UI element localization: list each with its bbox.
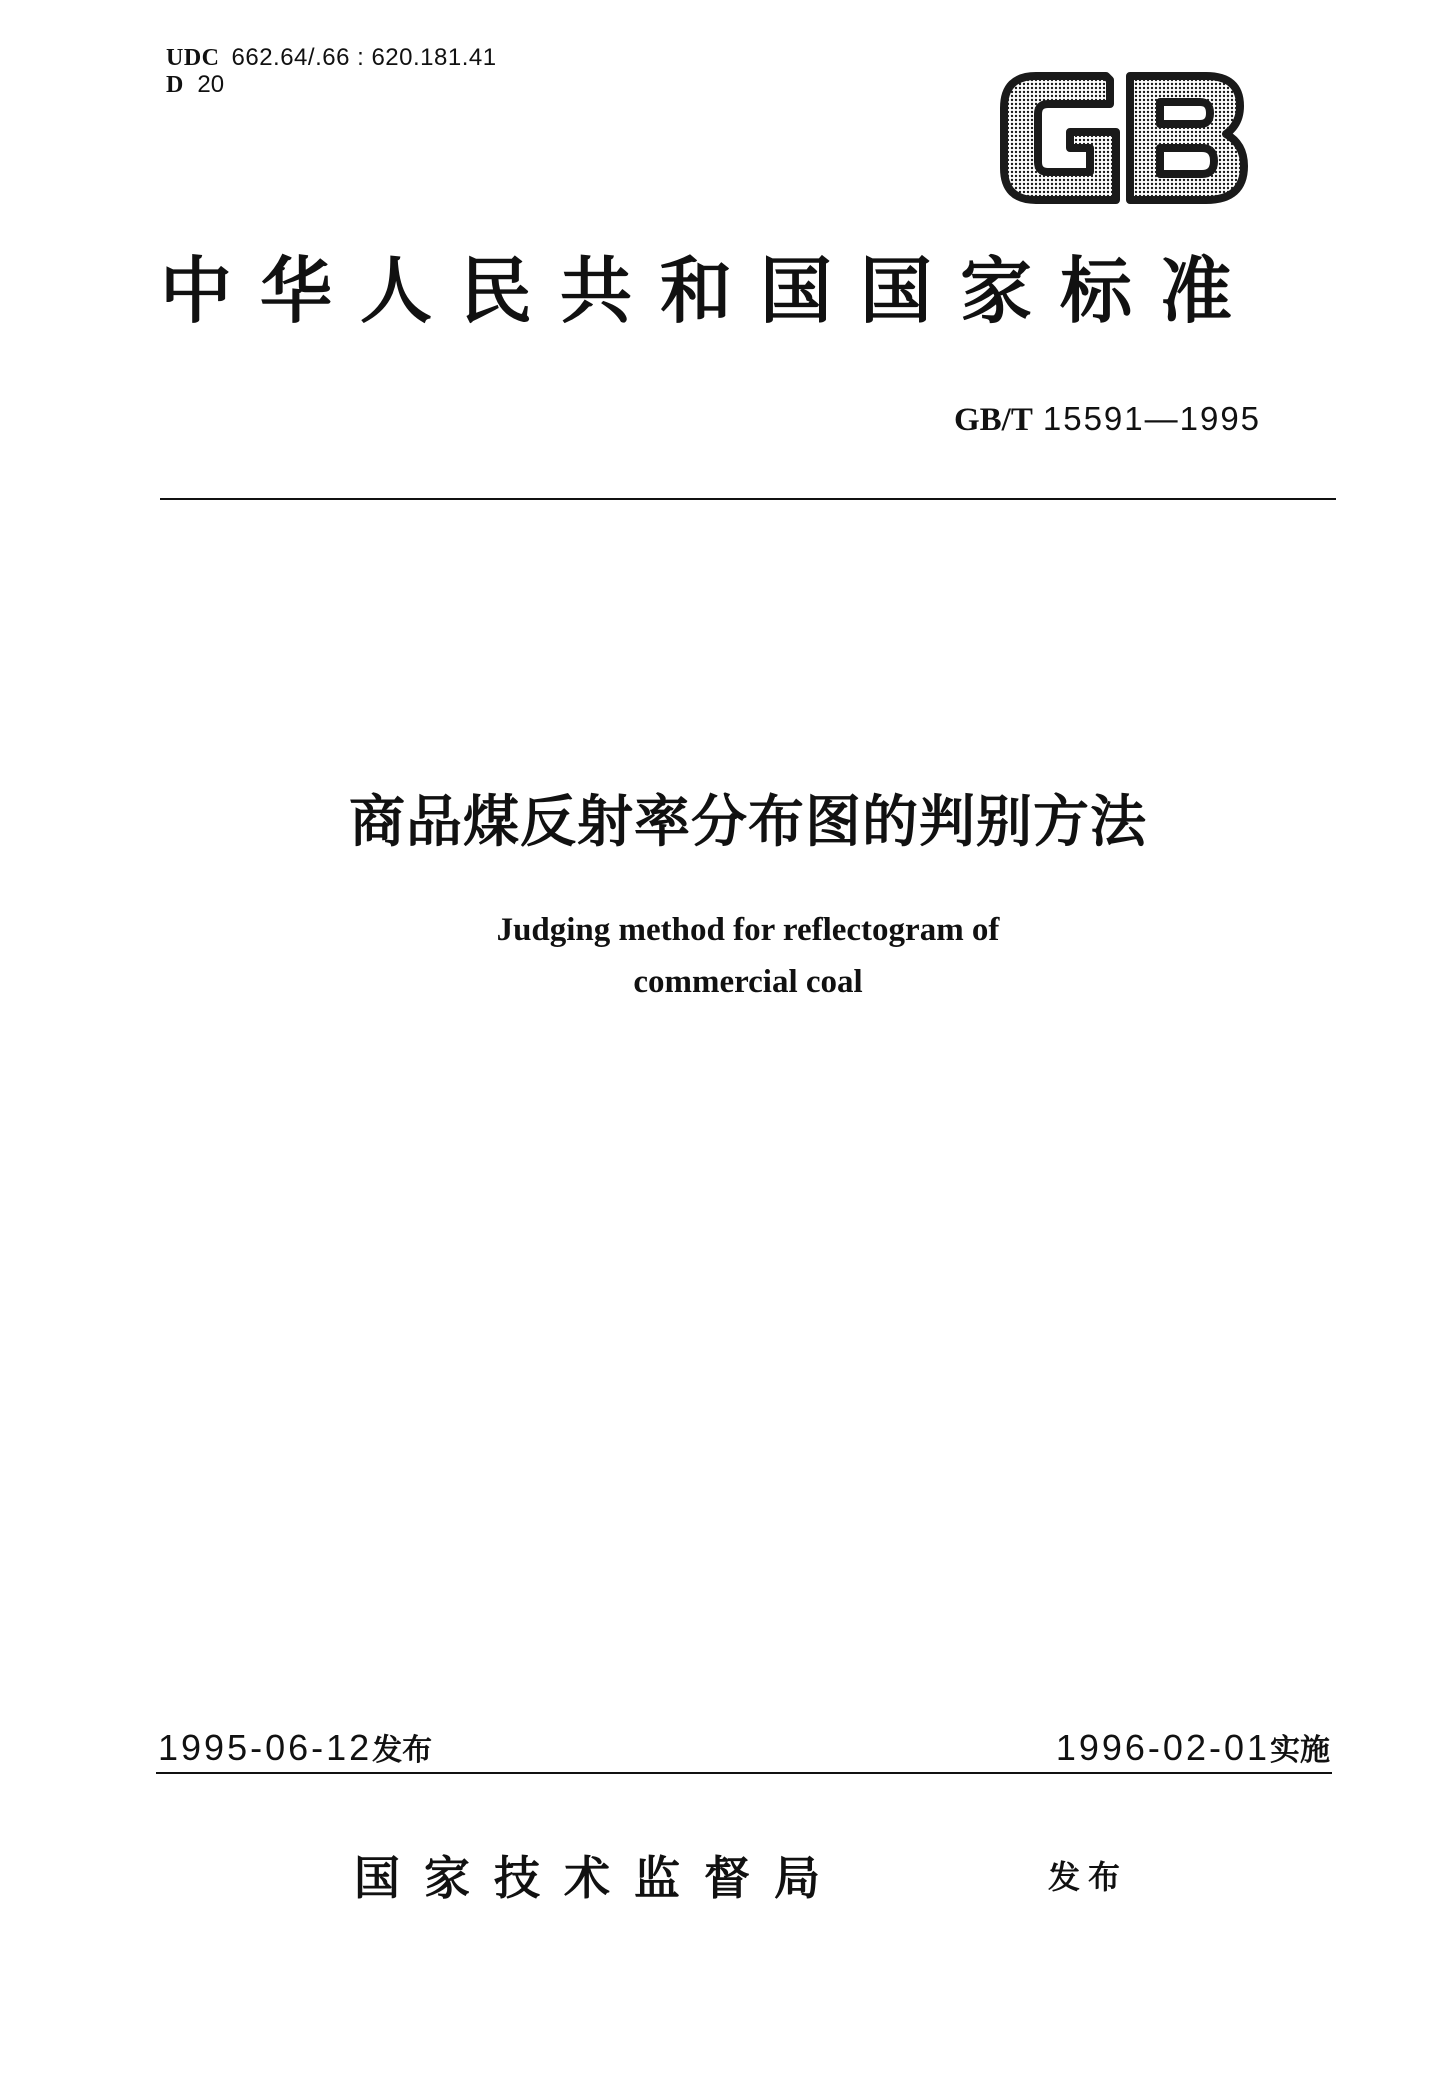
effective-date-suffix: 实施: [1270, 1733, 1330, 1768]
header-divider: [160, 498, 1336, 500]
publish-label: 发布: [1048, 1858, 1129, 1896]
effective-date: [1056, 1725, 1330, 1769]
issue-date-suffix: 发布: [372, 1733, 433, 1768]
issue-date: [158, 1725, 432, 1769]
national-standard-title: 中华人民共和国国家标准: [160, 248, 1261, 333]
document-title-en: [160, 904, 1336, 1008]
publisher-name: 国家技术监督局: [354, 1851, 844, 1905]
udc-label: UDC: [166, 45, 220, 71]
issue-date-value: 1995-06-12: [158, 1727, 373, 1768]
udc-classification: [166, 44, 497, 72]
d-classification: [166, 71, 224, 99]
udc-value: 662.64/.66 : 620.181.41: [231, 44, 497, 71]
standard-number-value: 15591—1995: [1042, 400, 1262, 437]
document-title-en-line2: commercial coal: [633, 964, 863, 1000]
footer-divider: [156, 1772, 1332, 1774]
gb-logo-b-letter: [1130, 76, 1244, 200]
gb-logo: [990, 62, 1254, 212]
d-value: 20: [197, 71, 225, 98]
standard-number-prefix: GB/T: [954, 402, 1033, 438]
gb-logo-g-letter: [1004, 76, 1116, 200]
document-title-en-line1: Judging method for reflectogram of: [496, 912, 1000, 948]
d-label: D: [166, 72, 184, 98]
standard-number: [954, 400, 1261, 439]
effective-date-value: 1996-02-01: [1055, 1727, 1270, 1768]
document-title-cn: 商品煤反射率分布图的判别方法: [349, 790, 1147, 855]
